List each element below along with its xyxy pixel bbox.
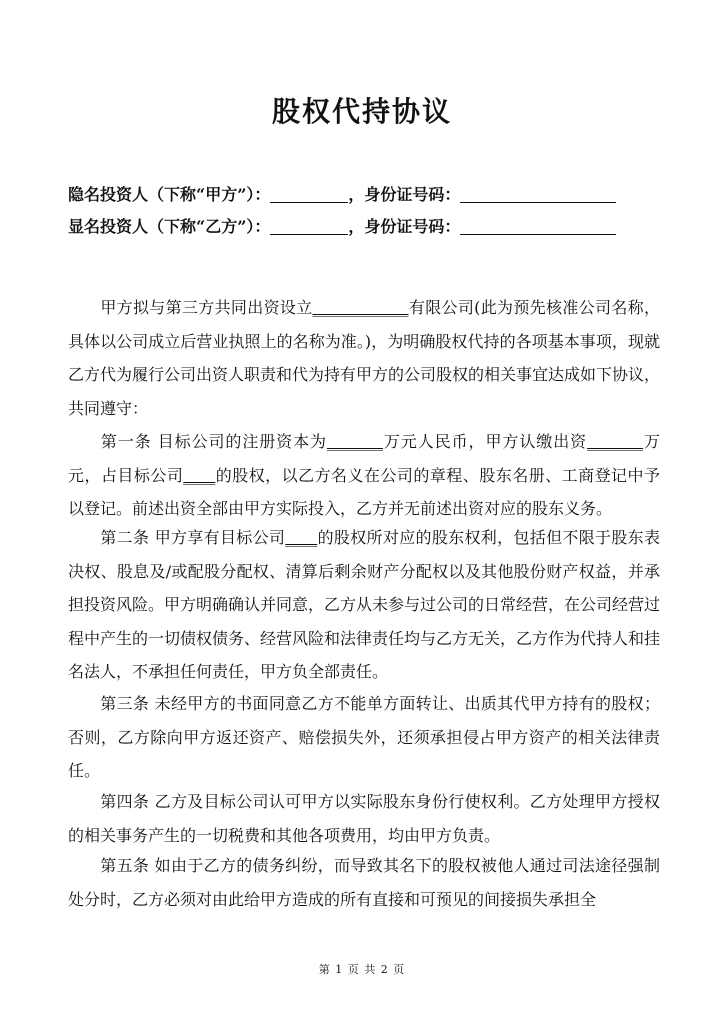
- registered-capital-blank: _______: [327, 432, 383, 451]
- article-4-text: 第四条 乙方及目标公司认可甲方以实际股东身份行使权利。乙方处理甲方授权的相关事务产生的一切税费和其他各项费用，均由甲方负责。: [68, 792, 660, 845]
- article-1-text: 万元人民币，甲方认缴出资: [383, 432, 588, 451]
- article-5-text: 第五条 如由于乙方的债务纠纷，而导致其名下的股权被他人通过司法途径强制处分时，乙方必须对由此给甲方造成的所有直接和可预见的间接损失承担全: [68, 856, 660, 909]
- party-b-line: [68, 214, 688, 240]
- party-a-label: 隐名投资人（下称“甲方”）：: [68, 185, 271, 204]
- article-1-paragraph: [68, 425, 660, 526]
- article-2-text: 第二条 甲方享有目标公司: [100, 528, 286, 547]
- article-5-paragraph: [68, 849, 660, 916]
- party-a-id-blank: [460, 184, 616, 203]
- article-1-text: 万元，占目标公司: [68, 432, 660, 485]
- party-a-name-blank: [270, 184, 348, 203]
- article-4-paragraph: [68, 785, 660, 852]
- preamble-text-before: 甲方拟与第三方共同出资设立: [100, 298, 313, 317]
- article-2-text: 的股权所对应的股东权利，包括但不限于股东表决权、股息及/或配股分配权、清算后剩余财产分配权以及其他股份财产权益，并承担投资风险。甲方明确确认并同意，乙方从未参与过公司的日常经营，在公司经营过程中产生的一切债权债务、经营风险和法律责任均与乙方无关，乙方作为代持人和挂名法人，不承担任何责任，甲方负全部责任。: [68, 528, 661, 682]
- preamble-text-after: 有限公司(此为预先核准公司名称，具体以公司成立后营业执照上的名称为准。)，为明确股权代持的各项基本事项，现就乙方代为履行公司出资人职责和代为持有甲方的公司股权的相关事宜达成如下协议，共同遵守：: [68, 298, 661, 418]
- document-title: 股权代持协议: [271, 95, 452, 128]
- party-a-line: [68, 182, 688, 208]
- party-a-id-label: ，身份证号码：: [348, 185, 461, 204]
- article-1-text: 的股权，以乙方名义在公司的章程、股东名册、工商登记中予以登记。前述出资全部由甲方实际投入，乙方并无前述出资对应的股东义务。: [68, 465, 660, 519]
- party-b-id-blank: [460, 216, 616, 235]
- page-footer: 第 1 页 共 2 页: [318, 963, 406, 976]
- article-3-text: 第三条 未经甲方的书面同意乙方不能单方面转让、出质其代甲方持有的股权；否则，乙方除向甲方返还资产、赔偿损失外，还须承担侵占甲方资产的相关法律责任。: [68, 694, 660, 781]
- equity-ratio-blank: ____: [183, 465, 216, 485]
- equity-ratio-blank: ____: [285, 528, 318, 547]
- company-name-blank: ____________: [312, 298, 409, 317]
- article-3-paragraph: [68, 687, 660, 788]
- article-2-paragraph: [68, 521, 660, 689]
- party-b-label: 显名投资人（下称“乙方”）：: [68, 217, 271, 236]
- subscribed-capital-blank: _______: [587, 432, 644, 451]
- article-1-text: 第一条 目标公司的注册资本为: [100, 432, 327, 451]
- preamble-paragraph: [68, 291, 660, 425]
- party-b-id-label: ，身份证号码：: [348, 217, 461, 236]
- party-b-name-blank: [270, 216, 348, 235]
